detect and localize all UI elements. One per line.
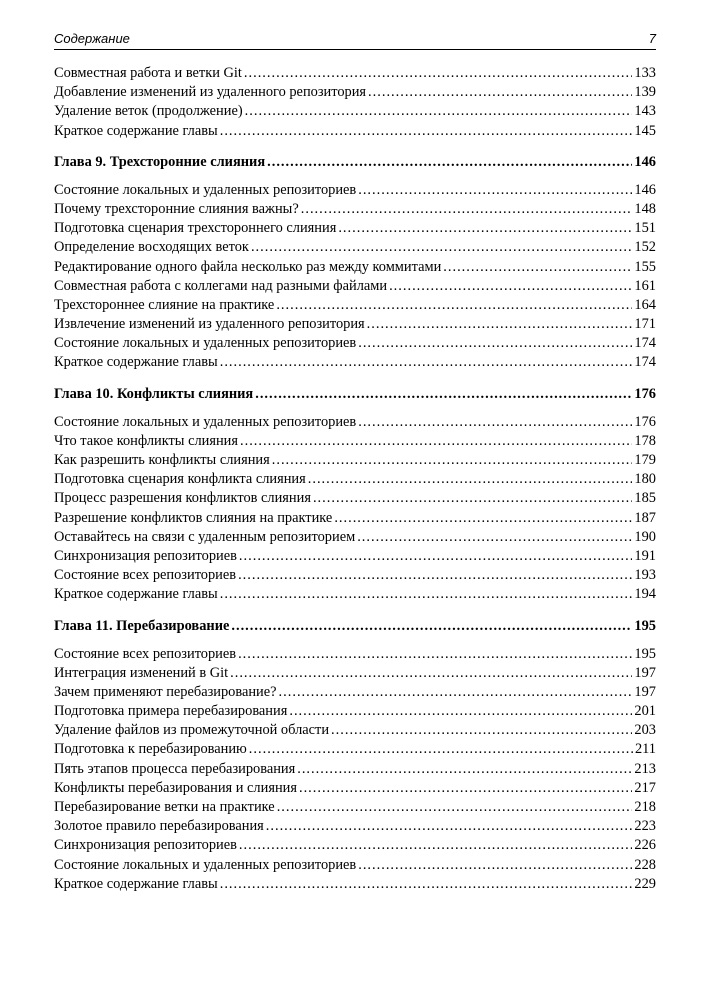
toc-entry-title: Синхронизация репозиториев [54, 547, 237, 564]
toc-entry [54, 779, 656, 798]
toc-entry-page: 193 [634, 567, 656, 584]
dot-leader [239, 547, 632, 566]
toc-entry-page: 139 [634, 84, 656, 101]
toc-entry-title: Состояние локальных и удаленных репозиториев [54, 856, 357, 873]
page-number: 7 [648, 31, 656, 46]
toc-entry-title: Подготовка сценария трехстороннего слияния [54, 220, 337, 237]
toc-entry-title: Удаление файлов из промежуточной области [54, 722, 330, 739]
toc-entry-page: 185 [634, 490, 656, 507]
toc-entry [54, 721, 656, 740]
toc-entry-page: 164 [634, 296, 656, 313]
toc-entry-page: 190 [634, 528, 656, 545]
dot-leader [358, 413, 632, 432]
dot-leader [301, 200, 633, 219]
toc-entry-page: 152 [634, 239, 656, 256]
toc-entry-page: 148 [634, 200, 656, 217]
toc-entry-page: 191 [634, 547, 656, 564]
toc-entry [54, 64, 656, 83]
toc-entry-page: 213 [634, 760, 656, 777]
toc-entry-page: 211 [634, 741, 656, 758]
toc-entry-page: 146 [634, 181, 656, 198]
toc-entry-title: Подготовка примера перебазирования [54, 703, 288, 720]
toc-entry [54, 645, 656, 664]
dot-leader [267, 151, 632, 173]
toc-entry-title: Глава 10. Конфликты слияния [54, 385, 254, 402]
dot-leader [338, 219, 632, 238]
toc-entry [54, 740, 656, 759]
toc-entry [54, 470, 656, 489]
toc-entry-page: 194 [634, 586, 656, 603]
dot-leader [272, 451, 633, 470]
toc-entry-title: Совместная работа и ветки Git [54, 65, 242, 81]
toc-entry [54, 528, 656, 547]
toc-entry-title: Состояние всех репозиториев [54, 567, 237, 584]
toc-entry-page: 201 [634, 703, 656, 720]
toc-entry-title: Краткое содержание главы [54, 122, 218, 139]
toc-entry [54, 296, 656, 315]
toc-entry-page: 195 [634, 617, 656, 634]
toc-entry-page: 171 [634, 316, 656, 333]
toc-entry-title: Подготовка сценария конфликта слияния [54, 471, 306, 488]
dot-leader [299, 779, 632, 798]
dot-leader [279, 683, 633, 702]
toc-entry-page: 178 [634, 432, 656, 449]
toc-entry-page: 145 [634, 122, 656, 139]
toc-entry [54, 122, 656, 141]
toc-entry [54, 258, 656, 277]
toc-entry-page: 146 [634, 153, 656, 170]
dot-leader [244, 64, 633, 83]
toc-entry [54, 566, 656, 585]
dot-leader [358, 181, 632, 200]
toc-entry-page: 229 [634, 875, 656, 892]
toc-entry [54, 83, 656, 102]
toc-entry-page: 197 [634, 683, 656, 700]
dot-leader [389, 277, 632, 296]
dot-leader [239, 836, 632, 855]
toc-entry [54, 856, 656, 875]
toc-entry-page: 197 [634, 664, 656, 681]
toc-entry-page: 179 [634, 452, 656, 468]
toc-entry-page: 161 [634, 277, 656, 294]
toc-chapter-heading [54, 383, 656, 405]
toc-entry-page: 174 [634, 335, 656, 352]
toc-entry [54, 509, 656, 528]
toc-entry [54, 277, 656, 296]
dot-leader [251, 238, 632, 257]
toc-chapter-heading [54, 615, 656, 637]
toc-entry-page: 195 [634, 645, 656, 662]
dot-leader [277, 798, 633, 817]
dot-leader [367, 315, 633, 334]
toc-entry [54, 181, 656, 200]
dot-leader [238, 566, 632, 585]
dot-leader [220, 875, 633, 894]
toc-entry-title: Состояние всех репозиториев [54, 645, 237, 662]
toc-entry-title: Зачем применяют перебазирование? [54, 683, 277, 700]
toc-entry-page: 155 [634, 258, 656, 275]
toc-entry [54, 547, 656, 566]
toc-entry-page: 151 [634, 220, 656, 237]
toc-entry-page: 143 [634, 103, 656, 120]
dot-leader [220, 585, 633, 604]
toc-entry-title: Процесс разрешения конфликтов слияния [54, 490, 311, 507]
toc-entry [54, 817, 656, 836]
dot-leader [357, 528, 632, 547]
toc-entry [54, 413, 656, 432]
toc-entry [54, 760, 656, 779]
toc-entry [54, 200, 656, 219]
toc-entry [54, 702, 656, 721]
running-header [54, 29, 656, 50]
toc-entry [54, 489, 656, 508]
dot-leader [334, 509, 632, 528]
toc-entry-title: Трехстороннее слияние на практике [54, 296, 275, 313]
toc-entry [54, 432, 656, 451]
toc-entry-title: Глава 9. Трехсторонние слияния [54, 153, 266, 170]
dot-leader [276, 296, 632, 315]
toc-entry-title: Краткое содержание главы [54, 354, 218, 371]
toc-entry-title: Добавление изменений из удаленного репозитория [54, 84, 367, 101]
toc-entry-title: Глава 11. Перебазирование [54, 617, 230, 634]
toc-entry [54, 353, 656, 372]
toc-entry [54, 798, 656, 817]
toc-entry-page: 218 [634, 799, 656, 815]
toc-entry-page: 203 [634, 722, 656, 739]
toc-entry-page: 217 [634, 779, 656, 796]
toc-entry [54, 683, 656, 702]
dot-leader [368, 83, 632, 102]
toc-entry-title: Интеграция изменений в Git [54, 664, 229, 681]
dot-leader [331, 721, 632, 740]
dot-leader [220, 122, 633, 141]
toc-entry-title: Извлечение изменений из удаленного репозитория [54, 316, 365, 333]
toc-entry-title: Состояние локальных и удаленных репозиториев [54, 335, 357, 352]
dot-leader [443, 258, 632, 277]
toc-entry-page: 187 [634, 509, 656, 526]
toc-entry [54, 875, 656, 894]
dot-leader [249, 740, 633, 759]
toc-entry-title: Определение восходящих веток [54, 239, 249, 256]
dot-leader [289, 702, 632, 721]
toc-entry [54, 102, 656, 121]
toc-entry-title: Состояние локальных и удаленных репозиториев [54, 413, 357, 430]
toc-entry-title: Подготовка к перебазированию [54, 741, 247, 758]
toc-entry-title: Редактирование одного файла несколько раз между коммитами [54, 258, 442, 275]
toc-entry [54, 836, 656, 855]
toc-entry-title: Что такое конфликты слияния [54, 432, 238, 449]
dot-leader [230, 664, 632, 683]
toc-entry-title: Краткое содержание главы [54, 875, 218, 892]
dot-leader [231, 615, 632, 637]
toc-entry-page: 133 [634, 65, 656, 81]
toc-entry-title: Удаление веток (продолжение) [54, 103, 243, 120]
dot-leader [266, 817, 633, 836]
toc-entry-title: Состояние локальных и удаленных репозиториев [54, 181, 357, 198]
dot-leader [240, 432, 632, 451]
toc-entry-page: 228 [634, 856, 656, 873]
toc-entry-title: Конфликты перебазирования и слияния [54, 779, 297, 796]
toc-entry [54, 219, 656, 238]
toc-entry-title: Разрешение конфликтов слияния на практике [54, 509, 333, 526]
toc-entry-page: 223 [634, 818, 656, 835]
dot-leader [220, 353, 633, 372]
toc-entry-title: Золотое правило перебазирования [54, 818, 264, 835]
toc-entry-page: 176 [634, 385, 656, 402]
toc-entry-title: Синхронизация репозиториев [54, 837, 237, 854]
dot-leader [238, 645, 632, 664]
header-title: Содержание [54, 31, 130, 46]
dot-leader [255, 383, 632, 405]
toc-entry [54, 451, 656, 470]
toc-entry [54, 238, 656, 257]
toc-entry [54, 334, 656, 353]
dot-leader [297, 760, 632, 779]
toc-entry-title: Как разрешить конфликты слияния [54, 452, 270, 468]
dot-leader [358, 334, 632, 353]
toc-entry-title: Совместная работа с коллегами над разными файлами [54, 277, 388, 294]
toc-entry-title: Почему трехсторонние слияния важны? [54, 200, 299, 217]
toc-chapter-heading [54, 151, 656, 173]
toc-entry-page: 174 [634, 354, 656, 371]
toc-entry-title: Оставайтесь на связи с удаленным репозиторием [54, 528, 356, 545]
dot-leader [313, 489, 632, 508]
toc-entry [54, 664, 656, 683]
toc-entry-title: Краткое содержание главы [54, 586, 218, 603]
toc-entry-title: Перебазирование ветки на практике [54, 799, 275, 815]
toc-entry-page: 176 [634, 413, 656, 430]
toc-entry-title: Пять этапов процесса перебазирования [54, 760, 296, 777]
dot-leader [358, 856, 632, 875]
dot-leader [245, 102, 633, 121]
toc-entry [54, 585, 656, 604]
dot-leader [308, 470, 633, 489]
toc-entry-page: 180 [634, 471, 656, 488]
toc-entry [54, 315, 656, 334]
table-of-contents [54, 64, 656, 894]
toc-entry-page: 226 [634, 837, 656, 854]
